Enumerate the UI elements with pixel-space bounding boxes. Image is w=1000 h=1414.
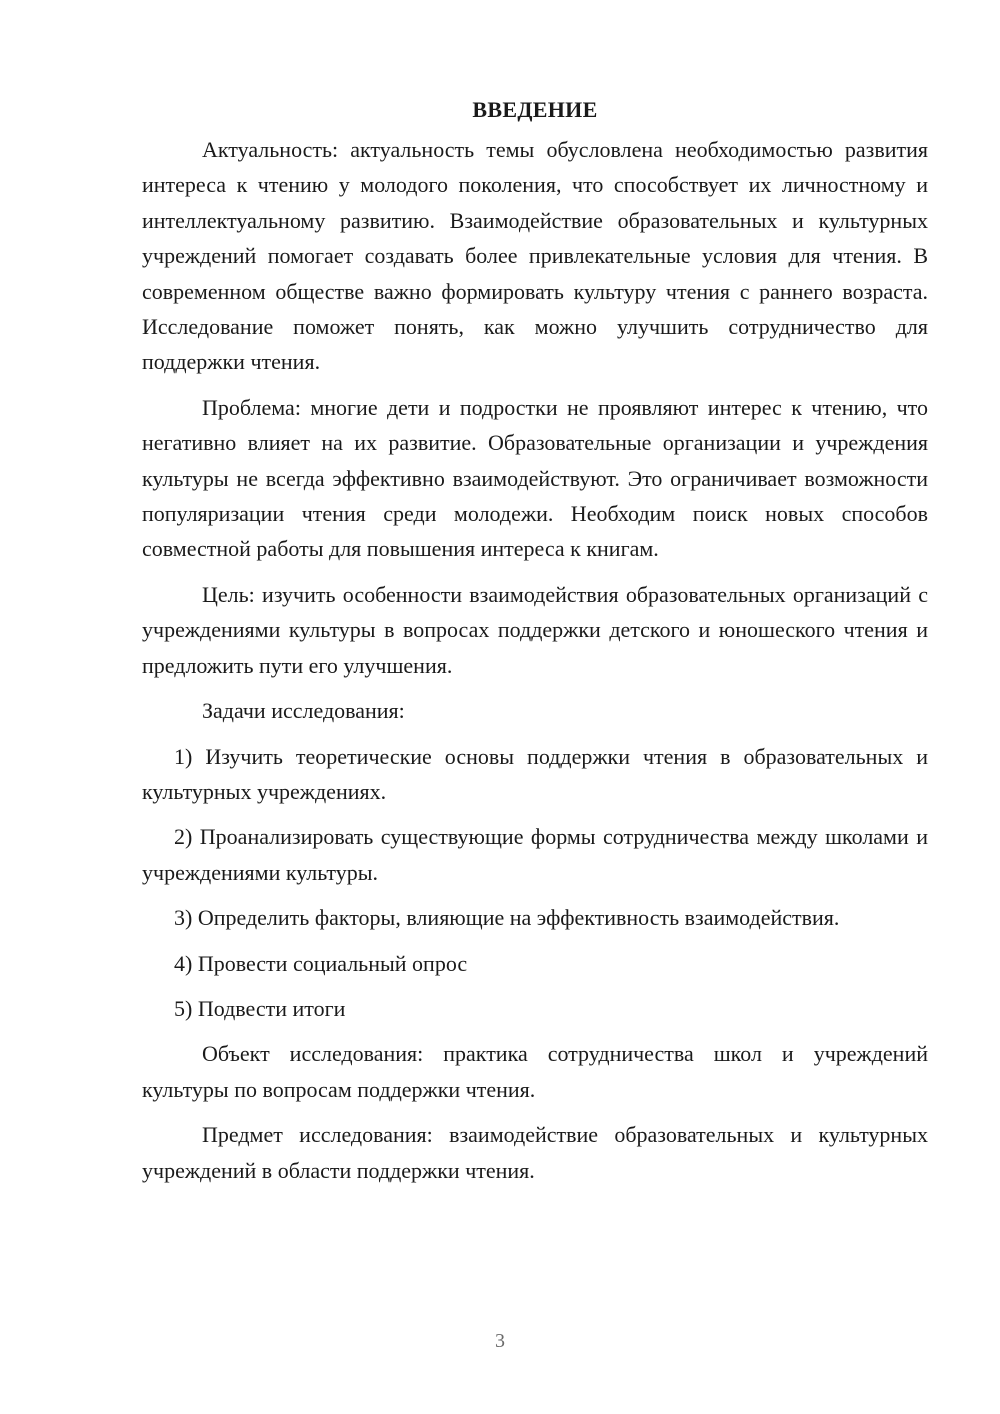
- task-item-2: 2) Проанализировать существующие формы сотрудничества между школами и учреждениями культуры.: [142, 824, 928, 885]
- problem-paragraph: Проблема: многие дети и подростки не проявляют интерес к чтению, что негативно влияет на их развитие. Образовательные организации и учреждения культуры не всегда эффективно взаимодействуют. Это ограничивает возможности популяризации чтения среди молодежи. Необходим поиск новых способов совместной работы для повышения интереса к книгам.: [142, 394, 928, 562]
- tasks-heading: Задачи исследования:: [202, 698, 405, 724]
- relevance-paragraph: Актуальность: актуальность темы обусловлена необходимостью развития интереса к чтению у молодого поколения, что способствует их личностному и интеллектуальному развитию. Взаимодействие образовательных и культурных учреждений помогает создавать более привлекательные условия для чтения. В современном обществе важно формировать культуру чтения с раннего возраста. Исследование поможет понять, как можно улучшить сотрудничество для поддержки чтения.: [142, 137, 928, 375]
- task-item-4: 4) Провести социальный опрос: [174, 950, 468, 976]
- goal-paragraph: Цель: изучить особенности взаимодействия образовательных организаций с учреждениями культуры в вопросах поддержки детского и юношеского чтения и предложить пути его улучшения.: [142, 581, 928, 678]
- research-object-paragraph: Объект исследования: практика сотрудничества школ и учреждений культуры по вопросам поддержки чтения.: [142, 1041, 928, 1102]
- document-page: [142, 92, 928, 1198]
- task-item-3: 3) Определить факторы, влияющие на эффективность взаимодействия.: [174, 905, 840, 931]
- task-item-1: 1) Изучить теоретические основы поддержки чтения в образовательных и культурных учреждениях.: [142, 743, 928, 804]
- section-title: ВВЕДЕНИЕ: [472, 97, 598, 122]
- research-subject-paragraph: Предмет исследования: взаимодействие образовательных и культурных учреждений в области поддержки чтения.: [142, 1122, 928, 1183]
- task-item-5: 5) Подвести итоги: [174, 995, 346, 1021]
- page-number: 3: [495, 1330, 505, 1352]
